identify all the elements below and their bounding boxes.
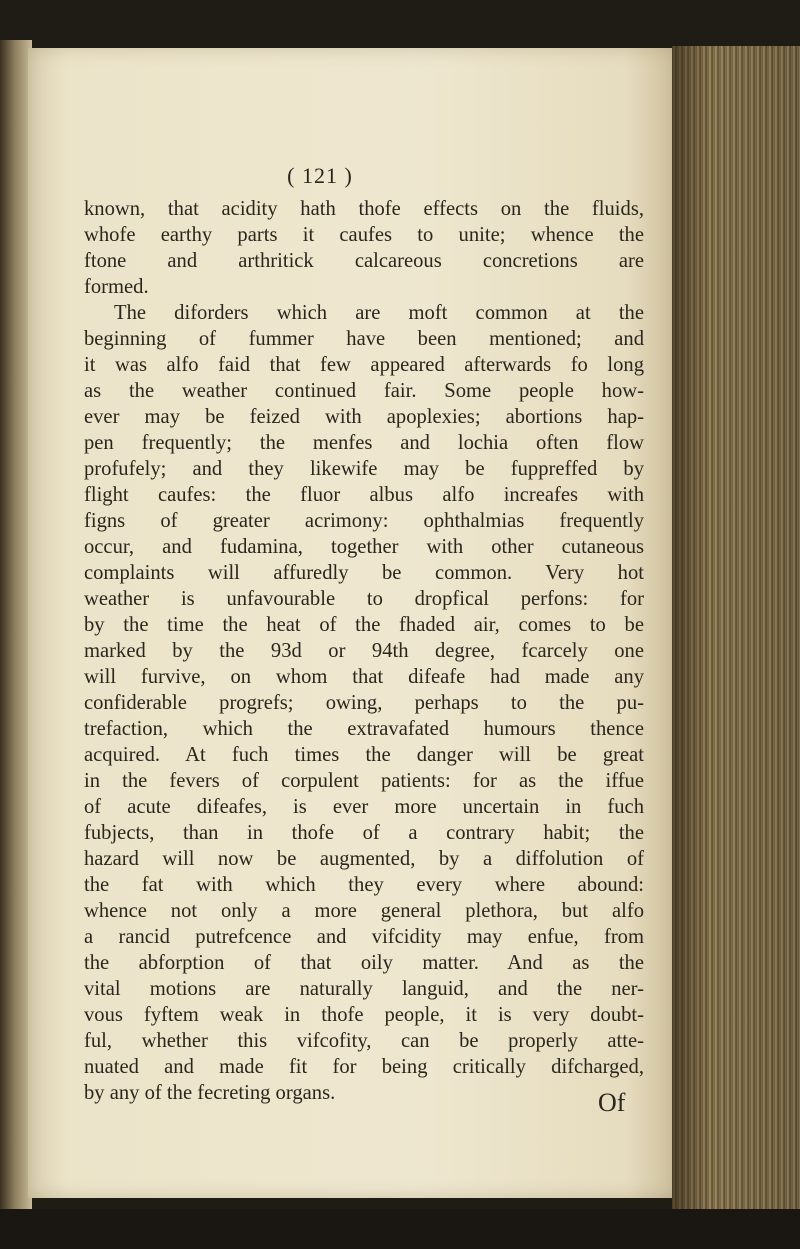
text-line: occur, and fudamina, together with other cutaneous: [84, 536, 644, 558]
text-line: in the fevers of corpulent patients: for as the iffue: [84, 770, 644, 792]
text-line: whofe earthy parts it caufes to unite; whence the: [84, 224, 644, 246]
text-line: will furvive, on whom that difeafe had made any: [84, 666, 644, 688]
page-fore-edge: [672, 46, 800, 1216]
text-line: beginning of fummer have been mentioned; and: [84, 328, 644, 350]
text-line: whence not only a more general plethora, but alfo: [84, 900, 644, 922]
text-line: figns of greater acrimony: ophthalmias frequently: [84, 510, 644, 532]
text-line: flight caufes: the fluor albus alfo increafes with: [84, 484, 644, 506]
text-line: ftone and arthritick calcareous concretions are: [84, 250, 644, 272]
text-line: known, that acidity hath thofe effects on the fluids,: [84, 198, 644, 220]
page-number-header: ( 121 ): [287, 163, 353, 188]
text-line: confiderable progrefs; owing, perhaps to the pu-: [84, 692, 644, 714]
text-line: weather is unfavourable to dropfical perfons: for: [84, 588, 644, 610]
text-line: fubjects, than in thofe of a contrary habit; the: [84, 822, 644, 844]
body-text: [84, 196, 644, 1106]
text-line: profufely; and they likewife may be fuppreffed by: [84, 458, 644, 480]
text-line: hazard will now be augmented, by a diffolution of: [84, 848, 644, 870]
text-line: ever may be feized with apoplexies; abortions hap-: [84, 406, 644, 428]
text-line: the fat with which they every where abound:: [84, 874, 644, 896]
text-line: it was alfo faid that few appeared afterwards fo long: [84, 354, 644, 376]
text-line: The diforders which are moft common at the: [114, 302, 644, 324]
text-line: marked by the 93d or 94th degree, fcarcely one: [84, 640, 644, 662]
text-line: as the weather continued fair. Some people how-: [84, 380, 644, 402]
text-line: vous fyftem weak in thofe people, it is very doubt-: [84, 1004, 644, 1026]
text-line: trefaction, which the extravafated humours thence: [84, 718, 644, 740]
text-line: by any of the fecreting organs.: [84, 1082, 336, 1104]
text-line: vital motions are naturally languid, and the ner-: [84, 978, 644, 1000]
text-line: pen frequently; the menfes and lochia often flow: [84, 432, 644, 454]
text-line: formed.: [84, 276, 149, 298]
text-line: ful, whether this vifcofity, can be properly atte-: [84, 1030, 644, 1052]
text-line: nuated and made fit for being critically difcharged,: [84, 1056, 644, 1078]
text-line: of acute difeafes, is ever more uncertain in fuch: [84, 796, 644, 818]
text-line: the abforption of that oily matter. And as the: [84, 952, 644, 974]
text-line: acquired. At fuch times the danger will be great: [84, 744, 644, 766]
text-line: complaints will affuredly be common. Very hot: [84, 562, 644, 584]
text-line: by the time the heat of the fhaded air, comes to be: [84, 614, 644, 636]
background-strip: [0, 1209, 800, 1249]
catchword: Of: [598, 1088, 626, 1117]
text-line: a rancid putrefcence and vifcidity may enfue, from: [84, 926, 644, 948]
